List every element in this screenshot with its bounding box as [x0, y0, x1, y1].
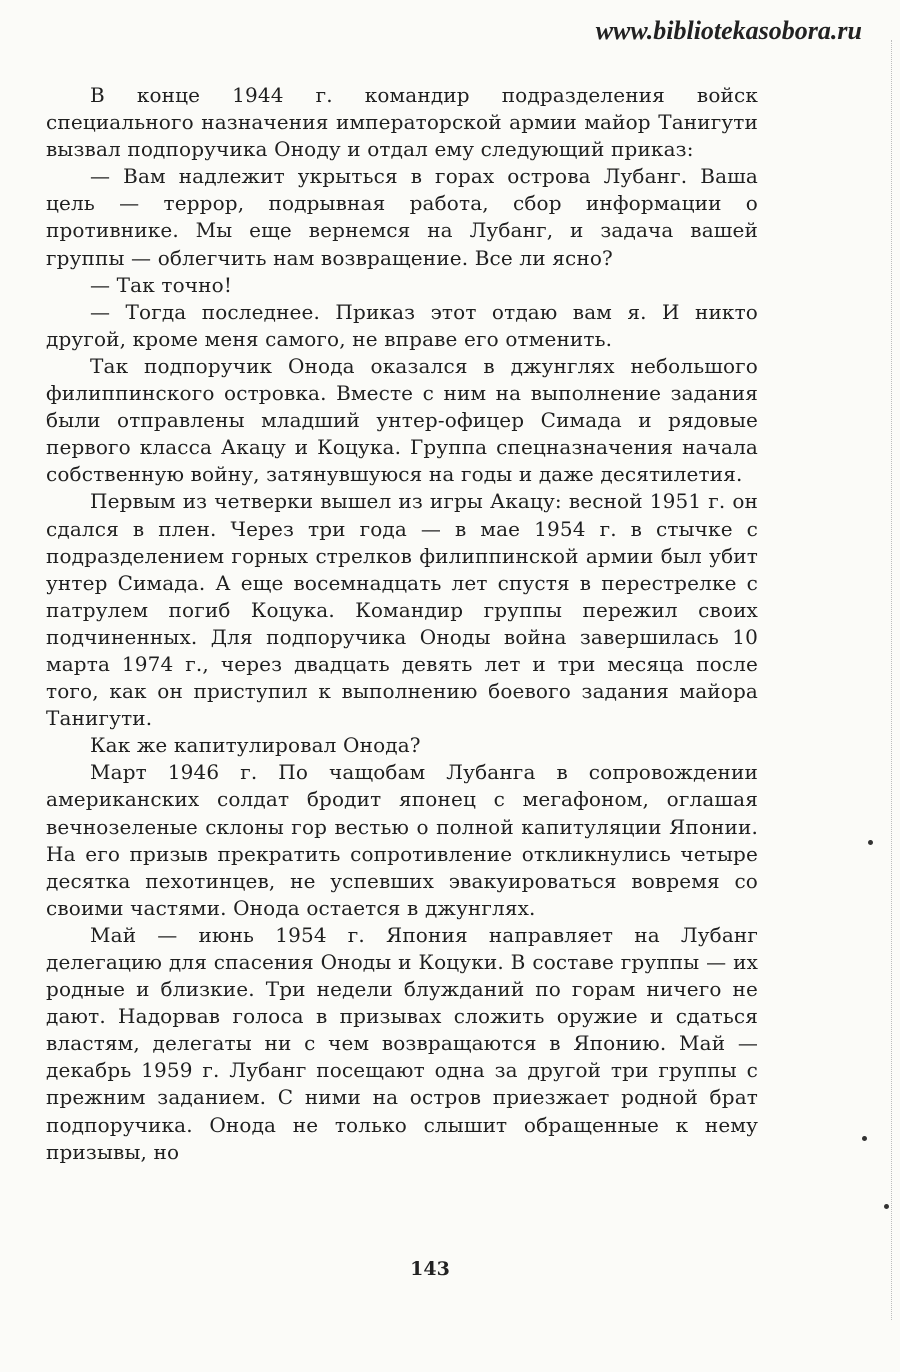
paragraph: — Тогда последнее. Приказ этот отдаю вам я. И никто другой, кроме меня самого, не вправе его отменить.	[46, 299, 758, 351]
print-speck	[884, 1204, 889, 1209]
text-body	[46, 82, 758, 1166]
print-speck	[868, 840, 873, 845]
paragraph: Первым из четверки вышел из игры Акацу: весной 1951 г. он сдался в плен. Через три года — в мае 1954 г. в стычке с подразделением горных стрелков филиппинской армии был убит унтер Симада. А еще восемнадцать лет спустя в перестрелке с патрулем погиб Коцука. Командир группы пережил своих подчиненных. Для подпоручика Оноды война завершилась 10 марта 1974 г., через двадцать девять лет и три месяца после того, как он приступил к выполнению боевого задания майора Танигути.	[46, 489, 758, 731]
paragraph: — Вам надлежит укрыться в горах острова Лубанг. Ваша цель — террор, подрывная работа, сбор информации о противнике. Мы еще вернемся на Лубанг, и задача вашей группы — облегчить нам возвращение. Все ли ясно?	[46, 164, 758, 270]
paragraph: Март 1946 г. По чащобам Лубанга в сопровождении американских солдат бродит японец с мегафоном, оглашая вечнозеленые склоны гор вестью о полной капитуляции Японии. На его призыв прекратить сопротивление откликнулись четыре десятка пехотинцев, не успевших эвакуироваться вовремя со своими частями. Онода остается в джунглях.	[46, 760, 758, 920]
paragraph: В конце 1944 г. командир подразделения войск специального назначения императорской армии майор Танигути вызвал подпоручика Оноду и отдал ему следующий приказ:	[46, 83, 758, 162]
site-watermark: www.bibliotekasobora.ru	[595, 16, 862, 45]
page-number: 143	[410, 1258, 450, 1280]
paragraph: — Так точно!	[90, 272, 233, 297]
paragraph: Как же капитулировал Онода?	[90, 733, 421, 758]
print-speck	[862, 1136, 867, 1141]
page-edge	[871, 40, 892, 1320]
paragraph: Так подпоручик Онода оказался в джунглях небольшого филиппинского островка. Вместе с ним на выполнение задания были отправлены младший унтер-офицер Симада и рядовые первого класса Акацу и Коцука. Группа спецназначения начала собственную войну, затянувшуюся на годы и даже десятилетия.	[46, 353, 758, 487]
paragraph: Май — июнь 1954 г. Япония направляет на Лубанг делегацию для спасения Оноды и Коцуки. В составе группы — их родные и близкие. Три недели блужданий по горам ничего не дают. Надорвав голоса в призывах сложить оружие и сдаться властям, делегаты ни с чем возвращаются в Японию. Май — декабрь 1959 г. Лубанг посещают одна за другой три группы с прежним заданием. С ними на остров приезжает родной брат подпоручика. Онода не только слышит обращенные к нему призывы, но	[46, 922, 758, 1164]
